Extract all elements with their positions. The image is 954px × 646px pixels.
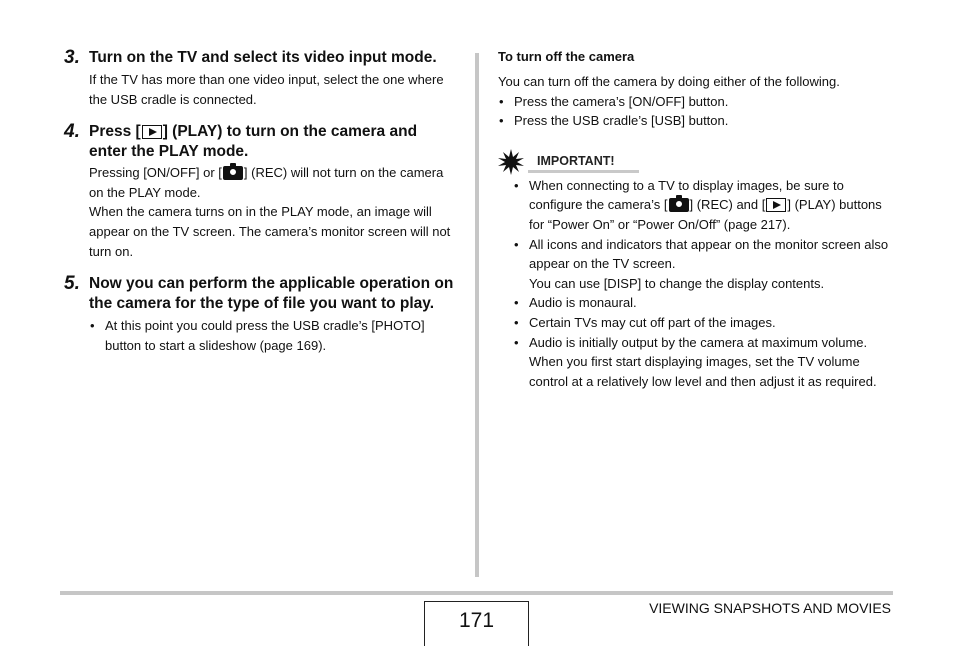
bullet-item: • At this point you could press the USB cradle’s [PHOTO] button to start a slideshow (page 169).: [89, 316, 459, 355]
text-part: You can use [DISP] to change the display contents.: [529, 275, 825, 291]
play-icon: [142, 125, 162, 139]
text-part: • All icons and indicators that appear on the monitor screen also appear on the TV screen.: [529, 236, 889, 272]
bullet-item: • Press the camera’s [ON/OFF] button.: [498, 92, 893, 112]
text-part: ] (PLAY) buttons for “Power On” or “Power On/Off” (page 217).: [529, 197, 882, 232]
step-number: 3.: [64, 47, 80, 68]
step-title-part: Press [: [89, 123, 141, 141]
important-header: [498, 149, 893, 175]
important-label: IMPORTANT!: [537, 153, 615, 168]
step-title: Turn on the TV and select its video input mode.: [89, 49, 437, 66]
step-title-part: ] (PLAY) to turn on the camera and enter the PLAY mode.: [89, 123, 418, 161]
step-text: When the camera turns on in the PLAY mode, an image will appear on the TV screen. The camera’s monitor screen will not turn on.: [89, 204, 451, 259]
text-part: ] (REC) and [: [689, 197, 766, 213]
text-part: When connecting to a TV to display images, be sure to configure the camera’s [: [529, 177, 844, 213]
step-text: If the TV has more than one video input, select the one where the USB cradle is connected.: [89, 72, 444, 107]
bullet-list: [498, 92, 893, 131]
column-divider: [475, 53, 479, 577]
page-number: 171: [424, 601, 529, 646]
camera-icon: [669, 198, 689, 212]
important-item: [513, 176, 893, 235]
text-part: Pressing [ON/OFF] or [: [89, 165, 222, 181]
bullet-item: • Press the USB cradle’s [USB] button.: [498, 111, 893, 131]
footer-rule: [60, 591, 893, 595]
step-number: 5.: [64, 273, 80, 295]
play-icon: [766, 198, 786, 212]
step-title: Now you can perform the applicable operation on the camera for the type of file you want to play.: [89, 275, 454, 313]
section-heading: To turn off the camera: [498, 49, 635, 64]
right-column: [498, 47, 893, 391]
step-4: [64, 122, 459, 261]
important-item: [513, 235, 893, 294]
step-number: 4.: [64, 121, 80, 143]
step-3: [64, 48, 459, 109]
camera-icon: [223, 166, 243, 180]
important-item: • Audio is monaural.: [513, 293, 893, 313]
left-column: [64, 48, 459, 355]
step-body: [89, 70, 459, 109]
step-title: [89, 122, 459, 162]
important-item: • Audio is initially output by the camera at maximum volume. When you first start displaying images, set the TV volume control at a relatively low level and then adjust it as required.: [513, 333, 893, 392]
step-5: [64, 274, 459, 355]
step-text: [89, 163, 459, 202]
step-body: [89, 163, 459, 261]
section-title: VIEWING SNAPSHOTS AND MOVIES: [649, 600, 891, 616]
important-underline: [528, 170, 639, 173]
step-body: [89, 316, 459, 355]
important-item: • Certain TVs may cut off part of the images.: [513, 313, 893, 333]
important-list: [513, 176, 893, 392]
intro-text: You can turn off the camera by doing either of the following.: [498, 74, 840, 89]
bullet-list: [89, 316, 459, 355]
text-part: ] (REC) will not turn on the camera on the PLAY mode.: [89, 165, 444, 200]
starburst-icon: [498, 149, 524, 175]
